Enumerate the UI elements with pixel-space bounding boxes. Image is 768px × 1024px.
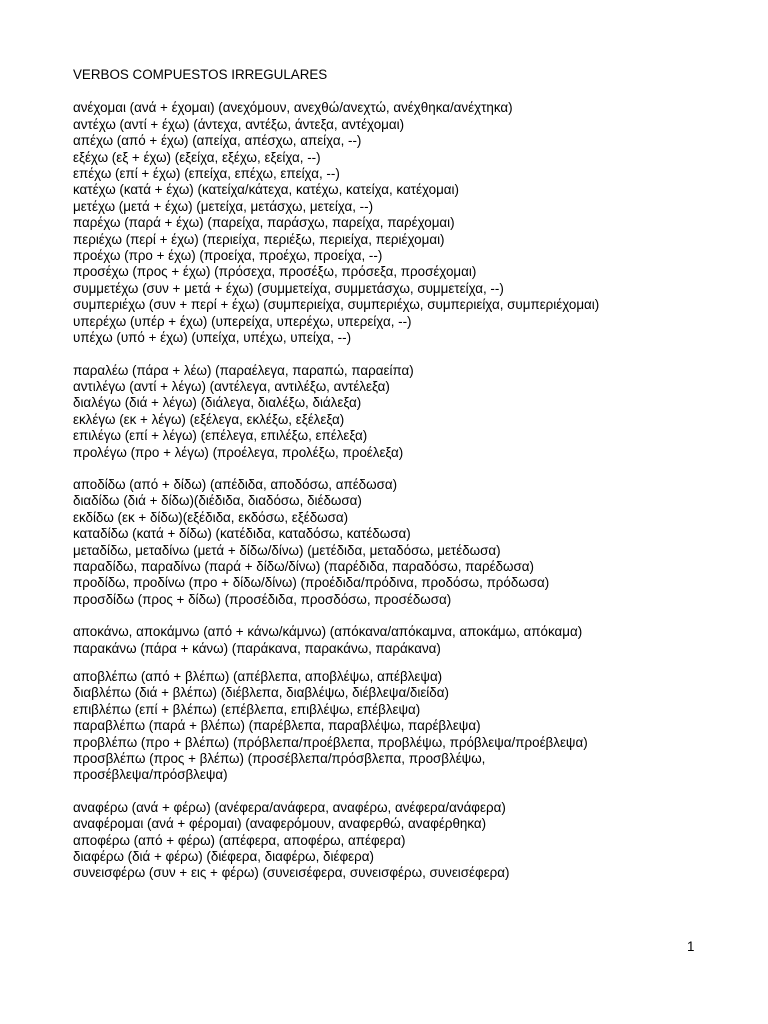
verb-line: επέχω (επί + έχω) (επείχα, επέχω, επείχα, --) xyxy=(73,166,340,182)
verb-group-vlepo xyxy=(73,669,763,784)
verb-line: παρέχω (παρά + έχω) (παρείχα, παράσχω, παρείχα, παρέχομαι) xyxy=(73,215,455,231)
verb-line: προσέβλεψα/πρόσβλεψα) xyxy=(73,767,228,783)
verb-line: αντέχω (αντί + έχω) (άντεχα, αντέξω, άντεξα, αντέχομαι) xyxy=(73,116,405,132)
verb-line: αποδίδω (από + δίδω) (απέδιδα, αποδόσω, απέδωσα) xyxy=(73,476,398,492)
document-title: VERBOS COMPUESTOS IRREGULARES xyxy=(73,67,328,82)
verb-line: προσδίδω (προς + δίδω) (προσέδιδα, προσδόσω, προσέδωσα) xyxy=(73,591,452,607)
verb-line: διαλέγω (διά + λέγω) (διάλεγα, διαλέξω, διάλεξα) xyxy=(73,395,362,411)
verb-line: προσβλέπω (προς + βλέπω) (προσέβλεπα/πρόσβλεπα, προσβλέψω, xyxy=(73,751,486,767)
verb-line: κατέχω (κατά + έχω) (κατείχα/κάτεχα, κατέχω, κατείχα, κατέχομαι) xyxy=(73,182,459,198)
verb-line: παραβλέπω (παρά + βλέπω) (παρέβλεπα, παραβλέψω, παρέβλεψα) xyxy=(73,718,481,734)
document-content xyxy=(73,67,763,898)
verb-line: διαφέρω (διά + φέρω) (διέφερα, διαφέρω, διέφερα) xyxy=(73,849,374,865)
verb-line: διαβλέπω (διά + βλέπω) (διέβλεπα, διαβλέψω, διέβλεψα/διείδα) xyxy=(73,685,449,701)
verb-line: παραλέω (πάρα + λέω) (παραέλεγα, παραπώ, παραείπα) xyxy=(73,362,414,378)
verb-line: παραδίδω, παραδίνω (παρά + δίδω/δίνω) (παρέδιδα, παραδόσω, παρέδωσα) xyxy=(73,558,534,574)
verb-line: αποβλέπω (από + βλέπω) (απέβλεπα, αποβλέψω, απέβλεψα) xyxy=(73,669,443,684)
verb-line: αναφέρω (ανά + φέρω) (ανέφερα/ανάφερα, αναφέρω, ανέφερα/ανάφερα) xyxy=(73,799,506,815)
verb-line: συνεισφέρω (συν + εις + φέρω) (συνεισέφερα, συνεισφέρω, συνεισέφερα) xyxy=(73,865,510,881)
verb-line: καταδίδω (κατά + δίδω) (κατέδιδα, καταδόσω, κατέδωσα) xyxy=(73,526,411,542)
verb-line: εξέχω (εξ + έχω) (εξείχα, εξέχω, εξείχα, --) xyxy=(73,149,321,165)
verb-group-kano xyxy=(73,624,763,657)
verb-line: αντιλέγω (αντί + λέγω) (αντέλεγα, αντιλέξω, αντέλεξα) xyxy=(73,378,390,394)
verb-line: μεταδίδω, μεταδίνω (μετά + δίδω/δίνω) (μετέδιδα, μεταδόσω, μετέδωσα) xyxy=(73,542,501,558)
verb-group-echo xyxy=(73,100,763,346)
verb-line: προλέγω (προ + λέγω) (προέλεγα, προλέξω, προέλεξα) xyxy=(73,444,404,460)
verb-line: προέχω (προ + έχω) (προείχα, προέχω, προείχα, --) xyxy=(73,248,383,264)
verb-line: προβλέπω (προ + βλέπω) (πρόβλεπα/προέβλεπα, προβλέψω, πρόβλεψα/προέβλεψα) xyxy=(73,734,588,750)
verb-line: προσέχω (προς + έχω) (πρόσεχα, προσέξω, πρόσεξα, προσέχομαι) xyxy=(73,264,477,280)
verb-line: συμπεριέχω (συν + περί + έχω) (συμπεριείχα, συμπεριέχω, συμπεριείχα, συμπεριέχομαι) xyxy=(73,297,600,313)
verb-line: επιλέγω (επί + λέγω) (επέλεγα, επιλέξω, επέλεξα) xyxy=(73,428,368,444)
page-number: 1 xyxy=(687,939,695,954)
verb-line: προδίδω, προδίνω (προ + δίδω/δίνω) (προέδιδα/πρόδινα, προδόσω, πρόδωσα) xyxy=(73,575,550,591)
verb-line: εκδίδω (εκ + δίδω)(εξέδιδα, εκδόσω, εξέδωσα) xyxy=(73,509,349,525)
verb-line: μετέχω (μετά + έχω) (μετείχα, μετάσχω, μετείχα, --) xyxy=(73,198,374,214)
verb-line: περιέχω (περί + έχω) (περιείχα, περιέξω, περιείχα, περιέχομαι) xyxy=(73,231,445,247)
verb-line: αποφέρω (από + φέρω) (απέφερα, αποφέρω, απέφερα) xyxy=(73,832,406,848)
verb-line: υπέχω (υπό + έχω) (υπείχα, υπέχω, υπείχα, --) xyxy=(73,330,352,346)
verb-line: παρακάνω (πάρα + κάνω) (παράκανα, παρακάνω, παράκανα) xyxy=(73,640,441,656)
verb-line: εκλέγω (εκ + λέγω) (εξέλεγα, εκλέξω, εξέλεξα) xyxy=(73,411,345,427)
verb-line: αναφέρομαι (ανά + φέρομαι) (αναφερόμουν, αναφερθώ, αναφέρθηκα) xyxy=(73,816,487,832)
verb-group-dido xyxy=(73,477,763,608)
verb-line: αποκάνω, αποκάμνω (από + κάνω/κάμνω) (απόκανα/απόκαμνα, αποκάμω, απόκαμα) xyxy=(73,624,583,640)
verb-group-fero xyxy=(73,800,763,882)
verb-line: απέχω (από + έχω) (απείχα, απέσχω, απείχα, --) xyxy=(73,133,362,149)
verb-line: επιβλέπω (επί + βλέπω) (επέβλεπα, επιβλέψω, επέβλεψα) xyxy=(73,701,421,717)
verb-line: διαδίδω (διά + δίδω)(διέδιδα, διαδόσω, διέδωσα) xyxy=(73,493,362,509)
verb-line: συμμετέχω (συν + μετά + έχω) (συμμετείχα, συμμετάσχω, συμμετείχα, --) xyxy=(73,280,504,296)
verb-group-lego xyxy=(73,363,763,461)
verb-line: ανέχομαι (ανά + έχομαι) (ανεχόμουν, ανεχθώ/ανεχτώ, ανέχθηκα/ανέχτηκα) xyxy=(73,100,513,116)
verb-line: υπερέχω (υπέρ + έχω) (υπερείχα, υπερέχω, υπερείχα, --) xyxy=(73,313,412,329)
